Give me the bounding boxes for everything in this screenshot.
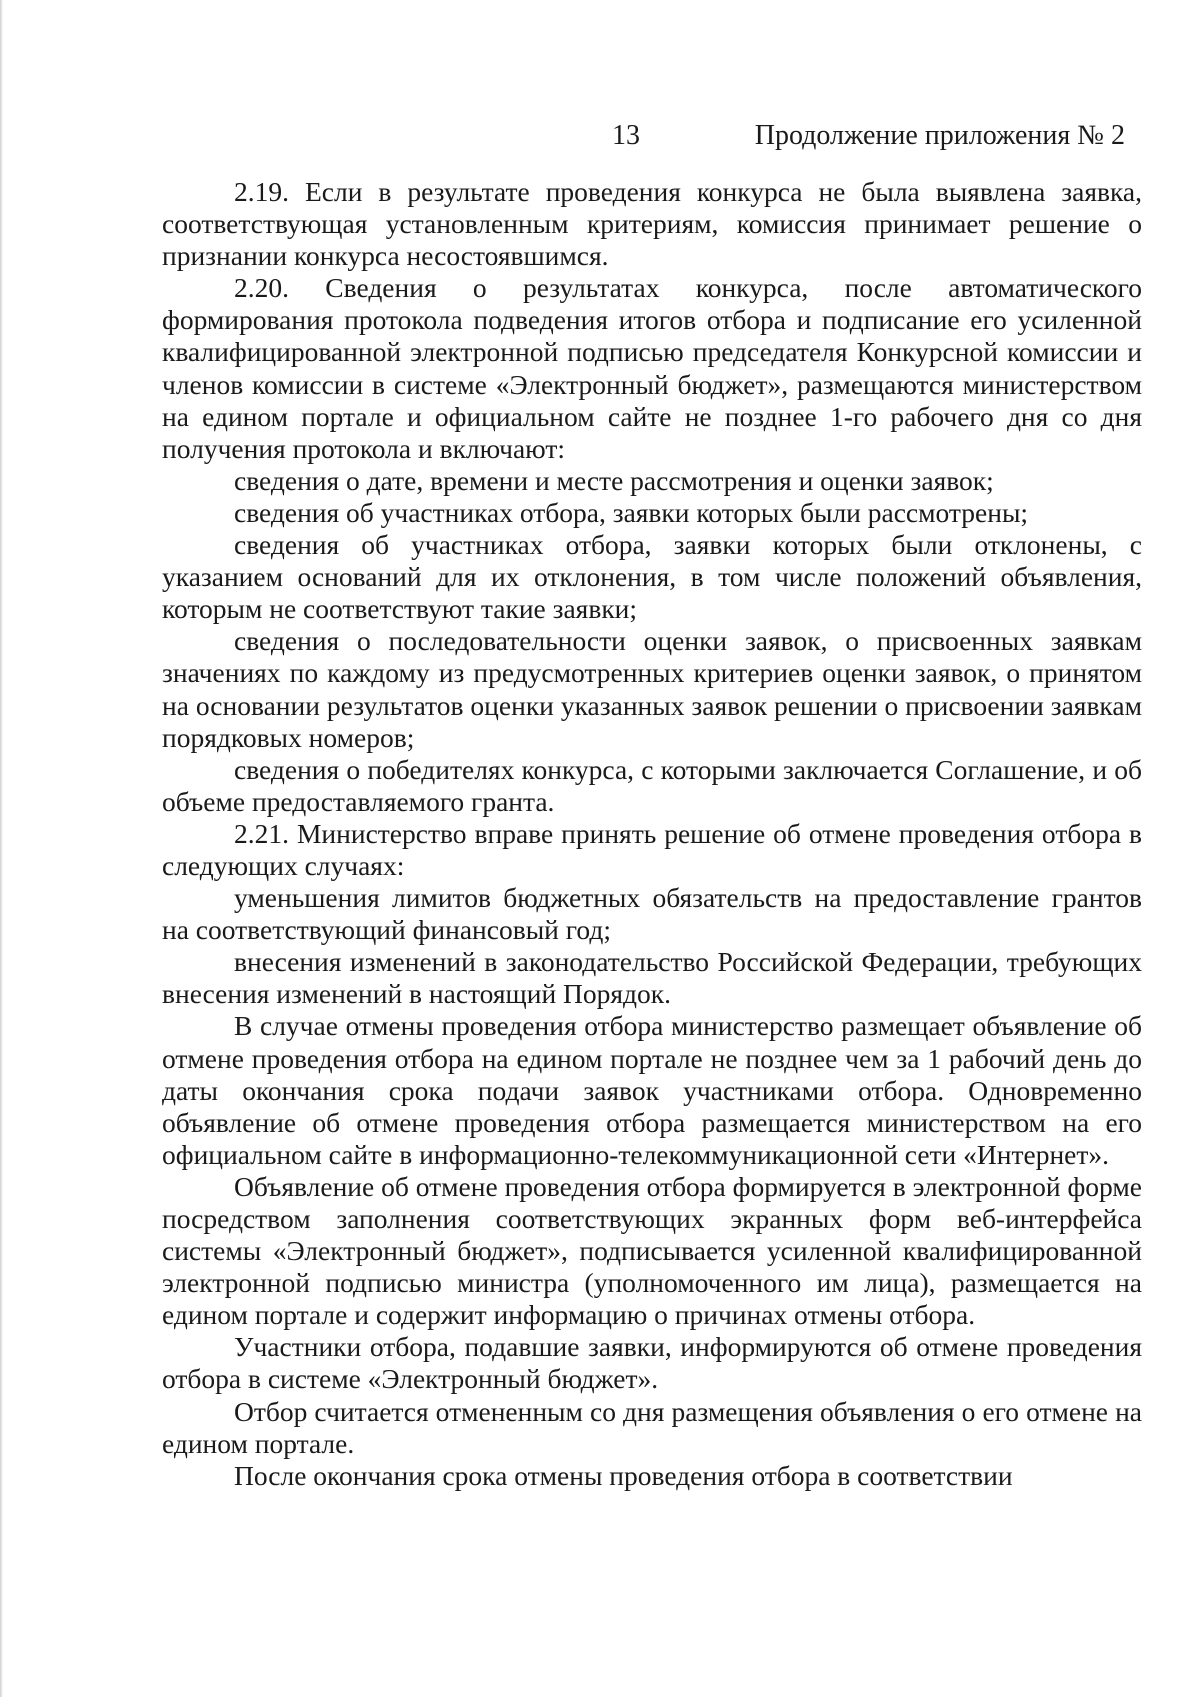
page-header: [0, 120, 1200, 160]
paragraph-2-21: 2.21. Министерство вправе принять решение об отмене проведения отбора в следующих случаях:: [162, 817, 1142, 881]
paragraph: Участники отбора, подавшие заявки, информируются об отмене проведения отбора в системе «Электронный бюджет».: [162, 1331, 1142, 1395]
paragraph-2-19: 2.19. Если в результате проведения конкурса не была выявлена заявка, соответствующая установленным критериям, комиссия принимает решение о признании конкурса несостоявшимся.: [162, 176, 1142, 272]
paragraph: После окончания срока отмены проведения отбора в соответствии: [234, 1459, 1013, 1491]
page-number: 13: [612, 120, 640, 151]
scan-edge: [0, 0, 3, 1697]
list-item: внесения изменений в законодательство Российской Федерации, требующих внесения изменений в настоящий Порядок.: [162, 946, 1142, 1010]
paragraph: Отбор считается отмененным со дня размещения объявления о его отмене на едином портале.: [162, 1395, 1142, 1459]
paragraph: В случае отмены проведения отбора министерство размещает объявление об отмене проведения отбора на едином портале не позднее чем за 1 рабочий день до даты окончания срока подачи заявок участниками отбора. Одновременно объявление об отмене проведения отбора размещается министерством на его официальном сайте в информационно-телекоммуникационной сети «Интернет».: [162, 1010, 1142, 1170]
paragraph: Объявление об отмене проведения отбора формируется в электронной форме посредством заполнения соответствующих экранных форм веб-интерфейса системы «Электронный бюджет», подписывается усиленной квалифицированной электронной подписью министра (уполномоченного им лица), размещается на едином портале и содержит информацию о причинах отмены отбора.: [162, 1170, 1142, 1331]
appendix-continuation-label: Продолжение приложения № 2: [754, 120, 1125, 151]
list-item: уменьшения лимитов бюджетных обязательств на предоставление грантов на соответствующий финансовый год;: [162, 882, 1142, 946]
paragraph-2-20: 2.20. Сведения о результатах конкурса, после автоматического формирования протокола подведения итогов отбора и подписание его усиленной квалифицированной электронной подписью председателя Конкурсной комиссии и членов комиссии в системе «Электронный бюджет», размещаются министерством на едином портале и официальном сайте не позднее 1-го рабочего дня со дня получения протокола и включают:: [162, 272, 1142, 464]
list-item: сведения об участниках отбора, заявки которых были отклонены, с указанием оснований для их отклонения, в том числе положений объявления, которым не соответствуют такие заявки;: [162, 529, 1142, 625]
list-item: сведения об участниках отбора, заявки которых были рассмотрены;: [234, 496, 1029, 528]
list-item: сведения о победителях конкурса, с которыми заключается Соглашение, и об объеме предоставляемого гранта.: [162, 753, 1142, 817]
document-body: [162, 176, 1142, 1492]
list-item: сведения о дате, времени и месте рассмотрения и оценки заявок;: [234, 464, 994, 496]
list-item: сведения о последовательности оценки заявок, о присвоенных заявкам значениях по каждому из предусмотренных критериев оценки заявок, о принятом на основании результатов оценки указанных заявок решении о присвоении заявкам порядковых номеров;: [162, 625, 1142, 753]
